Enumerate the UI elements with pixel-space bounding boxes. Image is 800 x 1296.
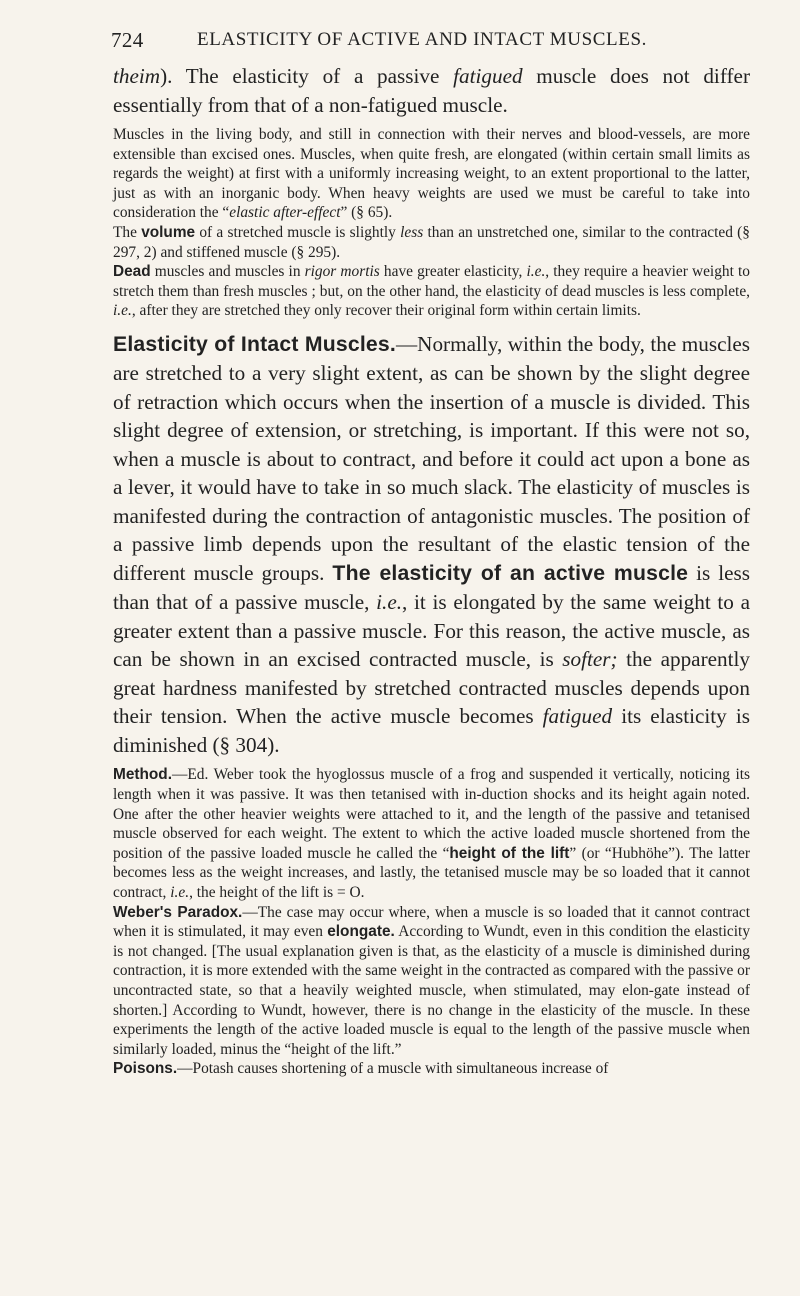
text-run: , they require a heavier weight to stretch them than fresh muscles ; but, on the other hand, the elasticity of dead muscles is less complete, [113,263,750,300]
page-header [113,28,750,62]
italic-text: less [400,223,424,241]
text-run: , after they are stretched they only recover their original form within certain limits. [131,302,641,320]
paragraph-method [113,765,750,902]
paragraph-intact-muscles [113,330,750,760]
bold-term: Weber's Paradox. [113,903,243,921]
paragraph-living-muscles [113,125,750,223]
paragraph-fatigued-muscle [113,62,750,119]
text-run: the apparently great hardness manifested by stretched contracted muscles depends upon their tension. When the active muscle becomes [113,647,750,729]
text-run: According to Wundt, even in this condition the elasticity is not changed. [The usual explanation given is that, as the elasticity of a muscle is diminished during contraction, it is more extended with the same weight in the contracted as compared with the passive or uncontracted state, so that a heavily weighted muscle, when stimulated, may elon-gate instead of shorten.] According to Wundt, however, there is no change in the elasticity of the muscle. In these experiments the length of the active loaded muscle is equal to the length of the passive muscle when similarly loaded, minus the “height of the lift.” [113,923,751,1058]
text-run: ” (or “Hubhöhe”). The latter becomes less as the weight increases, and lastly, the tetanised muscle may be so loaded that it cannot contract, [113,844,750,901]
text-run: is less than that of a passive muscle, [113,560,750,615]
text-run: muscle does not differ essentially from that of a non-fatigued muscle. [113,64,751,117]
page-number: 724 [111,28,144,52]
italic-text: i.e. [113,302,132,320]
section-heading-active-muscle: The elasticity of an active muscle [332,561,689,585]
text-run: ). The elasticity of a passive [160,64,454,88]
text-run: —The case may occur where, when a muscle is so loaded that it cannot contract when it is stimulated, it may even [113,903,751,941]
italic-text: i.e. [526,263,546,281]
text-run: than an unstretched one, similar to the contracted (§ 297, 2) and stiffened muscle (§ 295). [113,223,750,261]
text-run: , the height of the lift is = O. [189,884,365,901]
italic-text: rigor mortis [304,263,380,281]
text-run: ” (§ 65). [340,204,393,222]
text-run: —Normally, within the body, the muscles are stretched to a very slight extent, as can be shown by the slight degree of retraction which occurs when the insertion of a muscle is divided. This slight degree of extension, or stretching, is important. If this were not so, when a muscle is about to contract, and before it could act upon a bone as a lever, it would have to take in so much slack. The elasticity of muscles is manifested during the contraction of antagonistic muscles. The position of a passive limb depends upon the resultant of the elastic tension of the different muscle groups. [113,331,751,585]
running-head: ELASTICITY OF ACTIVE AND INTACT MUSCLES. [197,29,647,50]
paragraph-poisons [113,1059,750,1079]
italic-text: elastic after-effect [229,204,341,222]
paragraph-webers-paradox [113,903,750,1060]
text-run: —Potash causes shortening of a muscle with simultaneous increase of [177,1060,609,1078]
text-run: —Ed. Weber took the hyoglossus muscle of a frog and suspended it vertically, noticing its length when it was passive. It was then tetanised with in-duction shocks and its height again noted. One after the other heavier weights were attached to it, and the length of the passive and tetanised muscle observed for each weight. The extent to which the active loaded muscle shortened from the position of the passive loaded muscle he called the “ [113,766,750,862]
text-run: have greater elasticity, [379,263,527,281]
text-run: of a stretched muscle is slightly [195,223,401,241]
bold-term: Method. [113,766,172,784]
italic-text: i.e. [170,884,190,901]
section-heading: Elasticity of Intact Muscles. [113,332,396,356]
paragraph-volume [113,223,750,262]
italic-text: softer; [562,647,618,672]
bold-term: height of the lift [449,844,570,862]
italic-text: theim [113,64,161,88]
italic-text: i.e. [376,590,403,615]
text-run: its elasticity is diminished (§ 304). [113,704,750,757]
text-run: Muscles in the living body, and still in connection with their nerves and blood-vessels, are more extensible than excised ones. Muscles, when quite fresh, are elongated (within certain small limits as regards the weight) at first with a uniformly increasing weight, to an extent proportional to the latter, just as with an inorganic body. When heavy weights are used we must be careful to take into consideration the “ [113,126,750,222]
bold-term: elongate. [327,923,395,941]
text-run: muscles and muscles in [150,263,305,281]
text-run: The [113,223,142,241]
bold-term: volume [141,223,196,241]
text-run: , it is elongated by the same weight to a greater extent than a passive muscle. For this reason, the active muscle, as can be shown in an excised contracted muscle, is [113,590,750,672]
italic-text: fatigued [542,704,613,729]
bold-term: Dead [113,263,151,281]
italic-text: fatigued [453,64,523,88]
bold-term: Poisons. [113,1060,178,1078]
paragraph-dead-muscles [113,262,750,321]
